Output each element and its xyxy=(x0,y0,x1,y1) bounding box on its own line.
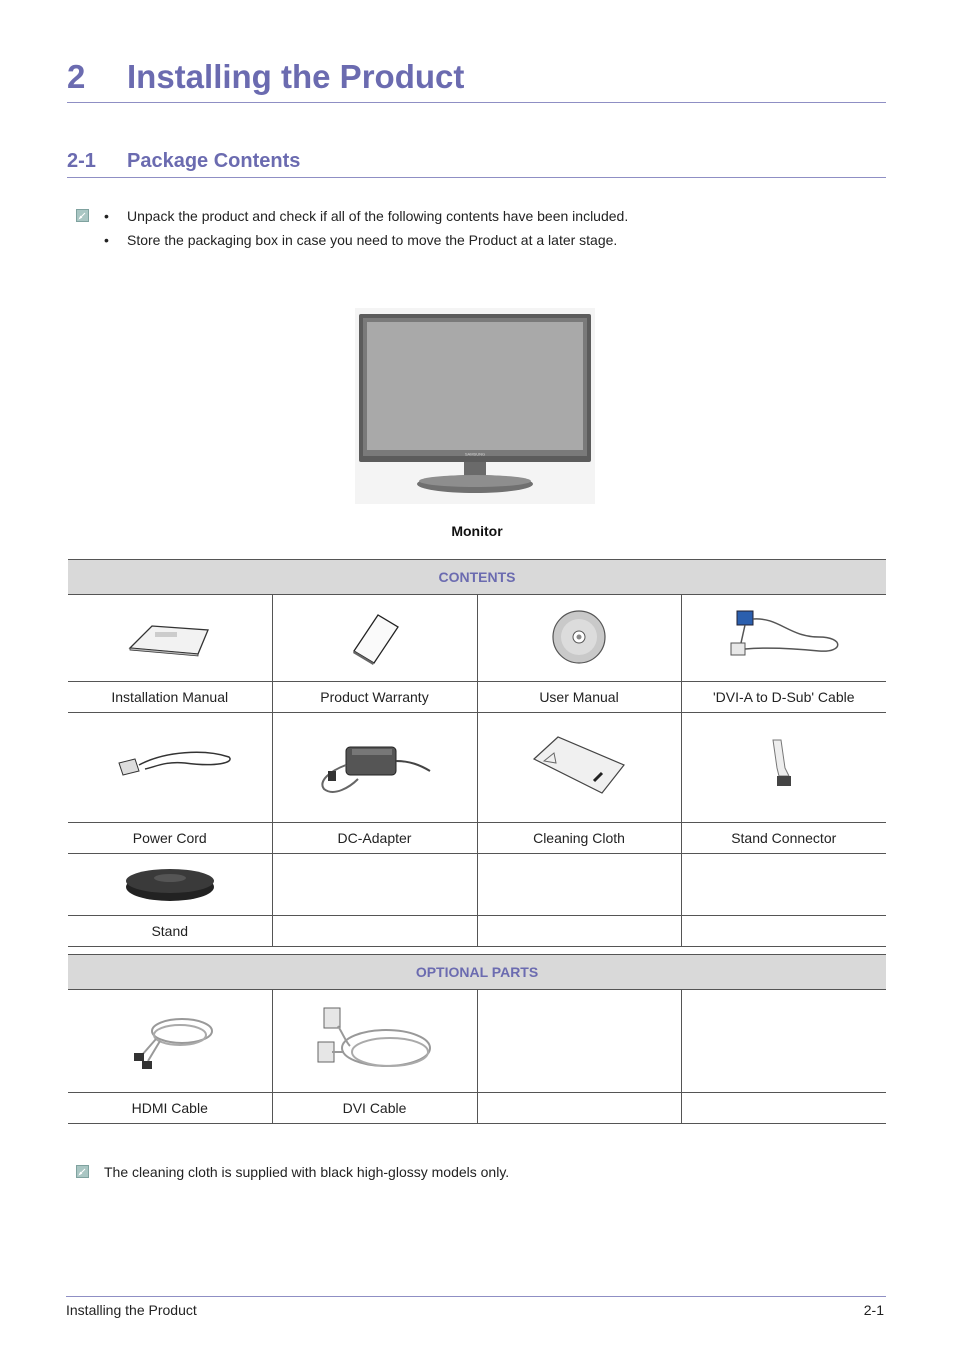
monitor-image xyxy=(355,308,595,504)
empty-cell xyxy=(477,854,681,916)
footer-page-number: 2-1 xyxy=(863,1302,884,1318)
contents-item-label: 'DVI-A to D-Sub' Cable xyxy=(681,682,886,713)
power-cord-image xyxy=(68,713,272,823)
optional-item-label xyxy=(477,1093,681,1124)
section-heading xyxy=(67,148,886,178)
bullet-dot: • xyxy=(104,208,109,224)
note-text-2: Store the packaging box in case you need to move the Product at a later stage. xyxy=(127,232,618,248)
empty-cell xyxy=(477,990,681,1093)
user-manual-cd-image xyxy=(477,595,681,682)
optional-item-label: DVI Cable xyxy=(272,1093,477,1124)
optional-parts-table xyxy=(68,954,886,1124)
contents-header: CONTENTS xyxy=(68,560,886,595)
footer-rule xyxy=(66,1296,886,1297)
chapter-number: 2 xyxy=(67,58,86,95)
section-title: Package Contents xyxy=(127,150,301,172)
empty-cell xyxy=(681,854,886,916)
empty-cell xyxy=(272,854,477,916)
empty-cell xyxy=(681,990,886,1093)
chapter-heading xyxy=(67,56,886,103)
contents-item-label: Product Warranty xyxy=(272,682,477,713)
contents-item-label: DC-Adapter xyxy=(272,823,477,854)
optional-parts-header: OPTIONAL PARTS xyxy=(68,955,886,990)
contents-item-label: Cleaning Cloth xyxy=(477,823,681,854)
contents-item-label xyxy=(272,916,477,947)
contents-item-label: Power Cord xyxy=(68,823,272,854)
dvi-cable-image xyxy=(272,990,477,1093)
contents-item-label: User Manual xyxy=(477,682,681,713)
stand-image xyxy=(68,854,272,916)
contents-item-label: Installation Manual xyxy=(68,682,272,713)
monitor-brand: SAMSUNG xyxy=(464,451,486,457)
cleaning-cloth-note: The cleaning cloth is supplied with black high-glossy models only. xyxy=(104,1164,510,1180)
monitor-caption: Monitor xyxy=(451,523,503,539)
optional-item-label: HDMI Cable xyxy=(68,1093,272,1124)
contents-item-label xyxy=(681,916,886,947)
installation-manual-image xyxy=(68,595,272,682)
dc-adapter-image xyxy=(272,713,477,823)
note-icon xyxy=(76,209,89,222)
optional-item-label xyxy=(681,1093,886,1124)
contents-table xyxy=(68,559,886,947)
chapter-title: Installing the Product xyxy=(127,58,465,95)
stand-connector-image xyxy=(681,713,886,823)
dvi-dsub-cable-image xyxy=(681,595,886,682)
bullet-dot: • xyxy=(104,232,109,248)
product-warranty-image xyxy=(272,595,477,682)
contents-item-label: Stand Connector xyxy=(681,823,886,854)
note-text-1: Unpack the product and check if all of the following contents have been included. xyxy=(127,208,629,224)
contents-item-label xyxy=(477,916,681,947)
hdmi-cable-image xyxy=(68,990,272,1093)
contents-item-label: Stand xyxy=(68,916,272,947)
section-number: 2-1 xyxy=(67,150,96,172)
footer-chapter-title: Installing the Product xyxy=(66,1302,197,1318)
note-icon xyxy=(76,1165,89,1178)
cleaning-cloth-image xyxy=(477,713,681,823)
